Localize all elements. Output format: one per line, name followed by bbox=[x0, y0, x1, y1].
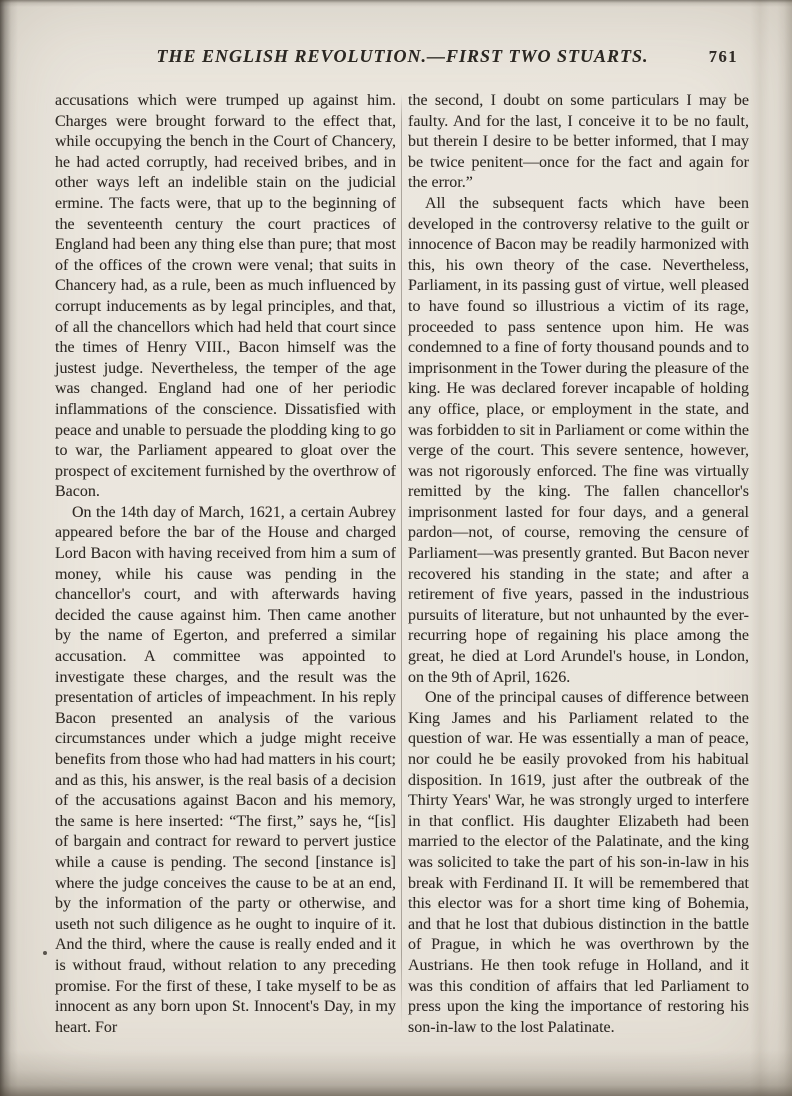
paragraph: On the 14th day of March, 1621, a certain Aubrey appeared before the bar of the House and charged Lord Bacon with having received from him a sum of money, while his cause was pending in the chancellor's court, and with afterwards having decided the cause against him. Then came another by the name of Egerton, and preferred a similar accusation. A committee was appointed to investigate these charges, and the result was the presentation of articles of impeachment. In his reply Bacon presented an analysis of the various circumstances under which a judge might receive benefits from those who had had matters in his court; and as this, his answer, is the real basis of a decision of the accusations against Bacon and his memory, the same is here inserted: “The first,” says he, “[is] of bargain and contract for reward to pervert justice while a cause is pending. The second [instance is] where the judge conceives the cause to be at an end, by the information of the party or otherwise, and useth not such diligence as he ought to inquire of it. And the third, where the cause is really ended and it is without fraud, without relation to any preceding promise. For the first of these, I take myself to be as innocent as any born upon St. Innocent's Day, in my heart. For bbox=[55, 503, 396, 1036]
scan-edge-right bbox=[777, 0, 792, 1096]
paragraph: One of the principal causes of difference between King James and his Parliament related to the question of war. He was essentially a man of peace, nor could he be easily provoked from his habitual disposition. In 1619, just after the outbreak of the Thirty Years' War, he was strongly urged to interfere in that conflict. His daughter Elizabeth had been married to the elector of the Palatinate, and the king was solicited to take the part of his son-in-law in his break with Ferdinand II. It will be remembered that this elector was for a short time king of Bohemia, and that he lost that dubious distinction in the battle of Prague, in which he was overthrown by the Austrians. He then took refuge in Holland, and it was this condition of affairs that led Parliament to press upon the king the importance of restoring his son-in-law to the lost Palatinate. bbox=[408, 689, 749, 1036]
paragraph: accusations which were trumped up against him. Charges were brought forward to the effect that, while occupying the bench in the Court of Chancery, he had acted corruptly, had received bribes, and in other ways left an indelible stain on the judicial ermine. The facts were, that up to the beginning of the seventeenth century the court practices of England had been any thing else than pure; that most of the offices of the crown were venal; that suits in Chancery had, as a rule, been as much influenced by corrupt inducements as by legal principles, and that, of all the chancellors which had held that court since the times of Henry VIII., Bacon himself was the justest judge. Nevertheless, the temper of the age was changed. England had one of her periodic inflammations of the conscience. Dissatisfied with peace and unable to persuade the plodding king to go to war, the Parliament appeared to gloat over the prospect of excitement furnished by the overthrow of Bacon. bbox=[55, 92, 396, 501]
right-column bbox=[408, 91, 749, 1038]
scan-edge-top bbox=[0, 0, 792, 7]
paragraph: the second, I doubt on some particulars I may be faulty. And for the last, I conceive it to be no fault, but therein I desire to be better informed, that I may be twice penitent—once for the fact and again for the error.” bbox=[408, 92, 749, 192]
ink-speck bbox=[43, 951, 47, 955]
left-column bbox=[55, 91, 396, 1038]
running-title: THE ENGLISH REVOLUTION.—FIRST TWO STUARTS. bbox=[156, 46, 649, 66]
page-curl-shadow bbox=[750, 0, 770, 1096]
scan-edge-left bbox=[0, 0, 18, 1096]
text-columns bbox=[55, 91, 750, 1038]
page-content bbox=[55, 46, 750, 1038]
column-divider-rule bbox=[401, 94, 402, 1030]
paragraph: All the subsequent facts which have been developed in the controversy relative to the guilt or innocence of Bacon may be readily harmonized with this, his own theory of the case. Nevertheless, Parliament, in its passing gust of virtue, well pleased to have found so illustrious a victim of its rage, proceeded to pass sentence upon him. He was condemned to a fine of forty thousand pounds and to imprisonment in the Tower during the pleasure of the king. He was declared forever incapable of holding any office, place, or employment in the state, and was forbidden to sit in Parliament or come within the verge of the court. This severe sentence, however, was not rigorously enforced. The fine was virtually remitted by the king. The fallen chancellor's imprisonment lasted for four days, and a general pardon—not, of course, removing the censure of Parliament—was presently granted. But Bacon never recovered his standing in the state; and after a retirement of five years, passed in the industrious pursuits of literature, but not unhaunted by the ever-recurring hope of regaining his place among the great, he died at Lord Arundel's house, in London, on the 9th of April, 1626. bbox=[408, 194, 749, 686]
page-number: 761 bbox=[708, 47, 738, 66]
scan-edge-bottom bbox=[0, 1050, 792, 1096]
page-header bbox=[55, 46, 750, 68]
